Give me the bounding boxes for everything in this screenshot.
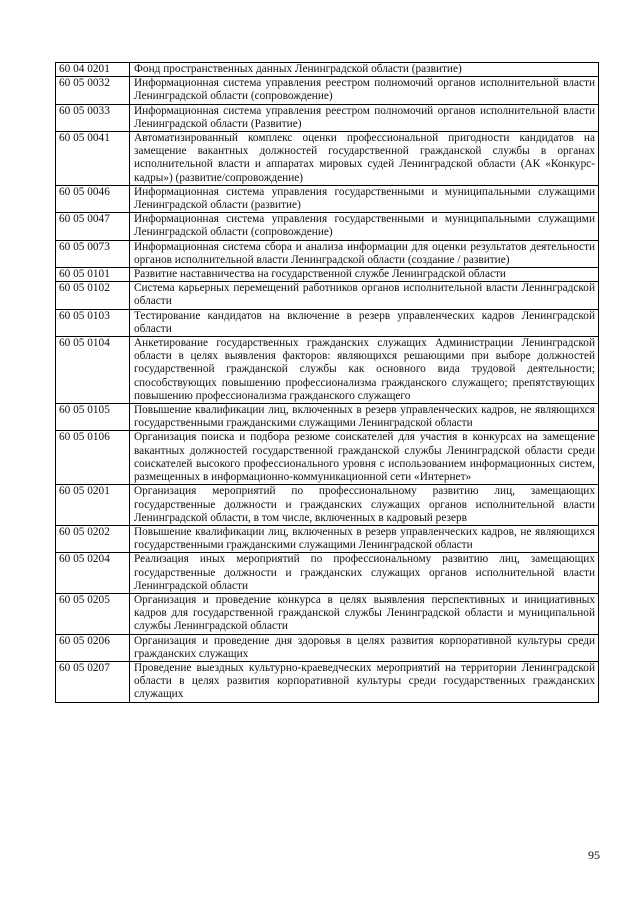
row-description: Повышение квалификации лиц, включенных в резерв управленческих кадров, не являющихся государственными гражданскими служащими Ленинградской области <box>130 525 599 552</box>
row-code: 60 05 0041 <box>56 132 130 186</box>
table-row <box>56 485 599 526</box>
row-code: 60 05 0073 <box>56 240 130 267</box>
table-row <box>56 77 599 104</box>
row-code: 60 04 0201 <box>56 63 130 77</box>
table-row <box>56 104 599 131</box>
row-code: 60 05 0207 <box>56 661 130 702</box>
table-row <box>56 553 599 594</box>
row-description: Организация и проведение дня здоровья в целях развития корпоративной культуры среди гражданских служащих <box>130 634 599 661</box>
row-code: 60 05 0205 <box>56 593 130 634</box>
table-row <box>56 431 599 485</box>
row-description: Информационная система управления реестром полномочий органов исполнительной власти Ленинградской области (сопровождение) <box>130 77 599 104</box>
row-description: Анкетирование государственных гражданских служащих Администрации Ленинградской области в целях выявления факторов: являющихся решающими при выборе должностей государственной гражданской службы как основного вида трудовой деятельности; способствующих повышению профессионализма гражданского служащего; препятствующих повышению профессионализма гражданского служащего <box>130 337 599 404</box>
row-description: Тестирование кандидатов на включение в резерв управленческих кадров Ленинградской области <box>130 309 599 336</box>
row-code: 60 05 0033 <box>56 104 130 131</box>
row-code: 60 05 0106 <box>56 431 130 485</box>
row-description: Развитие наставничества на государственной службе Ленинградской области <box>130 268 599 282</box>
table-row <box>56 240 599 267</box>
table-row <box>56 268 599 282</box>
row-description: Организация поиска и подбора резюме соискателей для участия в конкурсах на замещение вакантных должностей государственной гражданской службы Ленинградской области среди соискателей высокого профессионального уровня с использованием информационных систем, размещенных в информационно-коммуникационной сети «Интернет» <box>130 431 599 485</box>
budget-code-table <box>55 62 599 703</box>
table-row <box>56 185 599 212</box>
row-description: Автоматизированный комплекс оценки профессиональной пригодности кандидатов на замещение вакантных должностей государственной гражданской службы в органах исполнительной власти и аппаратах мировых судей Ленинградской области (АК «Конкурс-кадры») (развитие/сопровождение) <box>130 132 599 186</box>
table-row <box>56 132 599 186</box>
row-code: 60 05 0032 <box>56 77 130 104</box>
table-row <box>56 634 599 661</box>
row-description: Организация мероприятий по профессиональному развитию лиц, замещающих государственные должности и гражданских служащих органов исполнительной власти Ленинградской области, в том числе, включенных в кадровый резерв <box>130 485 599 526</box>
document-page <box>55 62 599 703</box>
row-description: Реализация иных мероприятий по профессиональному развитию лиц, замещающих государственные должности и гражданских служащих органов исполнительной власти Ленинградской области <box>130 553 599 594</box>
row-description: Проведение выездных культурно-краеведческих мероприятий на территории Ленинградской области в целях развития корпоративной культуры среди государственных гражданских служащих <box>130 661 599 702</box>
table-row <box>56 404 599 431</box>
table-row <box>56 282 599 309</box>
row-description: Организация и проведение конкурса в целях выявления перспективных и инициативных кадров для государственной гражданской службы Ленинградской области и муниципальной службы Ленинградской области <box>130 593 599 634</box>
table-body <box>56 63 599 703</box>
row-description: Информационная система управления реестром полномочий органов исполнительной власти Ленинградской области (Развитие) <box>130 104 599 131</box>
row-code: 60 05 0101 <box>56 268 130 282</box>
page-number: 95 <box>588 848 600 862</box>
table-row <box>56 309 599 336</box>
table-row <box>56 661 599 702</box>
row-code: 60 05 0202 <box>56 525 130 552</box>
table-row <box>56 525 599 552</box>
row-code: 60 05 0204 <box>56 553 130 594</box>
row-code: 60 05 0104 <box>56 337 130 404</box>
row-description: Информационная система управления государственными и муниципальными служащими Ленинградской области (развитие) <box>130 185 599 212</box>
row-description: Фонд пространственных данных Ленинградской области (развитие) <box>130 63 599 77</box>
table-row <box>56 63 599 77</box>
row-description: Информационная система сбора и анализа информации для оценки результатов деятельности органов исполнительной власти Ленинградской области (создание / развитие) <box>130 240 599 267</box>
row-code: 60 05 0103 <box>56 309 130 336</box>
row-description: Повышение квалификации лиц, включенных в резерв управленческих кадров, не являющихся государственными гражданскими служащими Ленинградской области <box>130 404 599 431</box>
row-code: 60 05 0046 <box>56 185 130 212</box>
row-code: 60 05 0201 <box>56 485 130 526</box>
row-code: 60 05 0047 <box>56 213 130 240</box>
row-description: Информационная система управления государственными и муниципальными служащими Ленинградской области (сопровождение) <box>130 213 599 240</box>
table-row <box>56 213 599 240</box>
row-code: 60 05 0102 <box>56 282 130 309</box>
row-code: 60 05 0206 <box>56 634 130 661</box>
table-row <box>56 337 599 404</box>
row-description: Система карьерных перемещений работников органов исполнительной власти Ленинградской области <box>130 282 599 309</box>
table-row <box>56 593 599 634</box>
row-code: 60 05 0105 <box>56 404 130 431</box>
